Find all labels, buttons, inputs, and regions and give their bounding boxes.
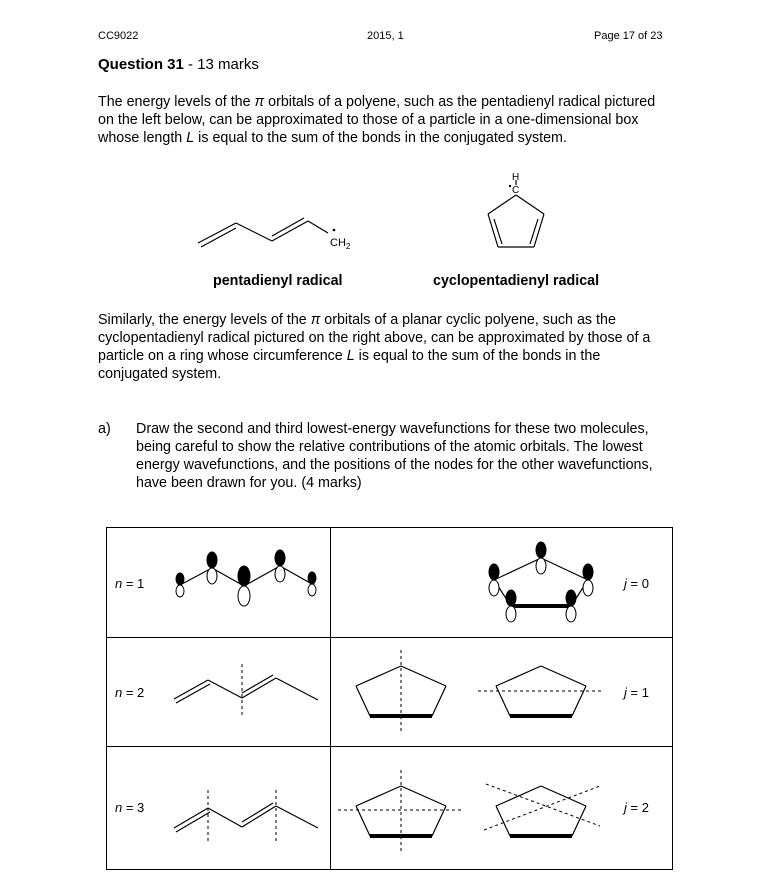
cyclopentadienyl-label: cyclopentadienyl radical xyxy=(433,273,600,289)
header-course-code: CC9022 xyxy=(98,30,139,42)
n2-label: n = 2 xyxy=(115,685,145,700)
second-text-2: orbitals of a planar cyclic polyene, such as the cyclopentadienyl radical pictured on the right above, can be approximated by those of a particle on a ring whose circumference xyxy=(98,312,651,364)
second-text-3: is equal to the sum of the bonds in the conjugated system. xyxy=(98,348,601,382)
cyclopentadienyl-j2-a xyxy=(338,770,464,852)
pi-symbol-2: π xyxy=(310,312,321,328)
intro-text-2: orbitals of a polyene, such as the pentadienyl radical pictured on the left below, can be approximated to those of a particle in a one-dimensional box whose length xyxy=(98,94,656,146)
n1-label: n = 1 xyxy=(115,576,145,591)
pentadienyl-label: pentadienyl radical xyxy=(213,273,343,289)
question-marks: - 13 marks xyxy=(183,56,259,73)
cyclopentadienyl-j0-orbitals xyxy=(489,542,593,622)
header-year: 2015, 1 xyxy=(367,30,404,42)
intro-text-1: The energy levels of the xyxy=(98,94,255,110)
c-atom-label: C xyxy=(512,185,520,196)
question-number: Question 31 xyxy=(98,56,184,73)
length-symbol: L xyxy=(186,130,195,146)
pi-symbol: π xyxy=(254,94,265,110)
pentadienyl-n3-skeleton xyxy=(174,790,318,842)
h-atom-label: H xyxy=(512,172,520,183)
j2-label: j = 2 xyxy=(624,800,649,815)
header-page-number: Page 17 of 23 xyxy=(594,30,663,42)
length-symbol-2: L xyxy=(346,348,355,364)
cyclopentadienyl-j2-b xyxy=(484,784,600,836)
node-line xyxy=(484,786,600,830)
second-text-1: Similarly, the energy levels of the xyxy=(98,312,311,328)
n3-label: n = 3 xyxy=(115,800,145,815)
cyclopentadienyl-j1-b xyxy=(478,666,604,716)
part-a-label: a) xyxy=(98,421,111,437)
pentadienyl-n2-skeleton xyxy=(174,664,318,716)
part-a-text: Draw the second and third lowest-energy wavefunctions for these two molecules, being careful to show the relative contributions of the atomic orbitals. The lowest energy wavefunctions, and the positions of the nodes for the other wavefunctions, have been drawn for you. (4 marks) xyxy=(136,421,653,491)
pentadienyl-n1-orbitals xyxy=(176,550,316,606)
cyclopentadienyl-j1-a xyxy=(356,650,446,732)
intro-text-3: is equal to the sum of the bonds in the conjugated system. xyxy=(194,130,567,146)
ch2-label: $CH_2$ xyxy=(330,237,351,251)
j0-label: j = 0 xyxy=(624,576,649,591)
j1-label: j = 1 xyxy=(624,685,649,700)
